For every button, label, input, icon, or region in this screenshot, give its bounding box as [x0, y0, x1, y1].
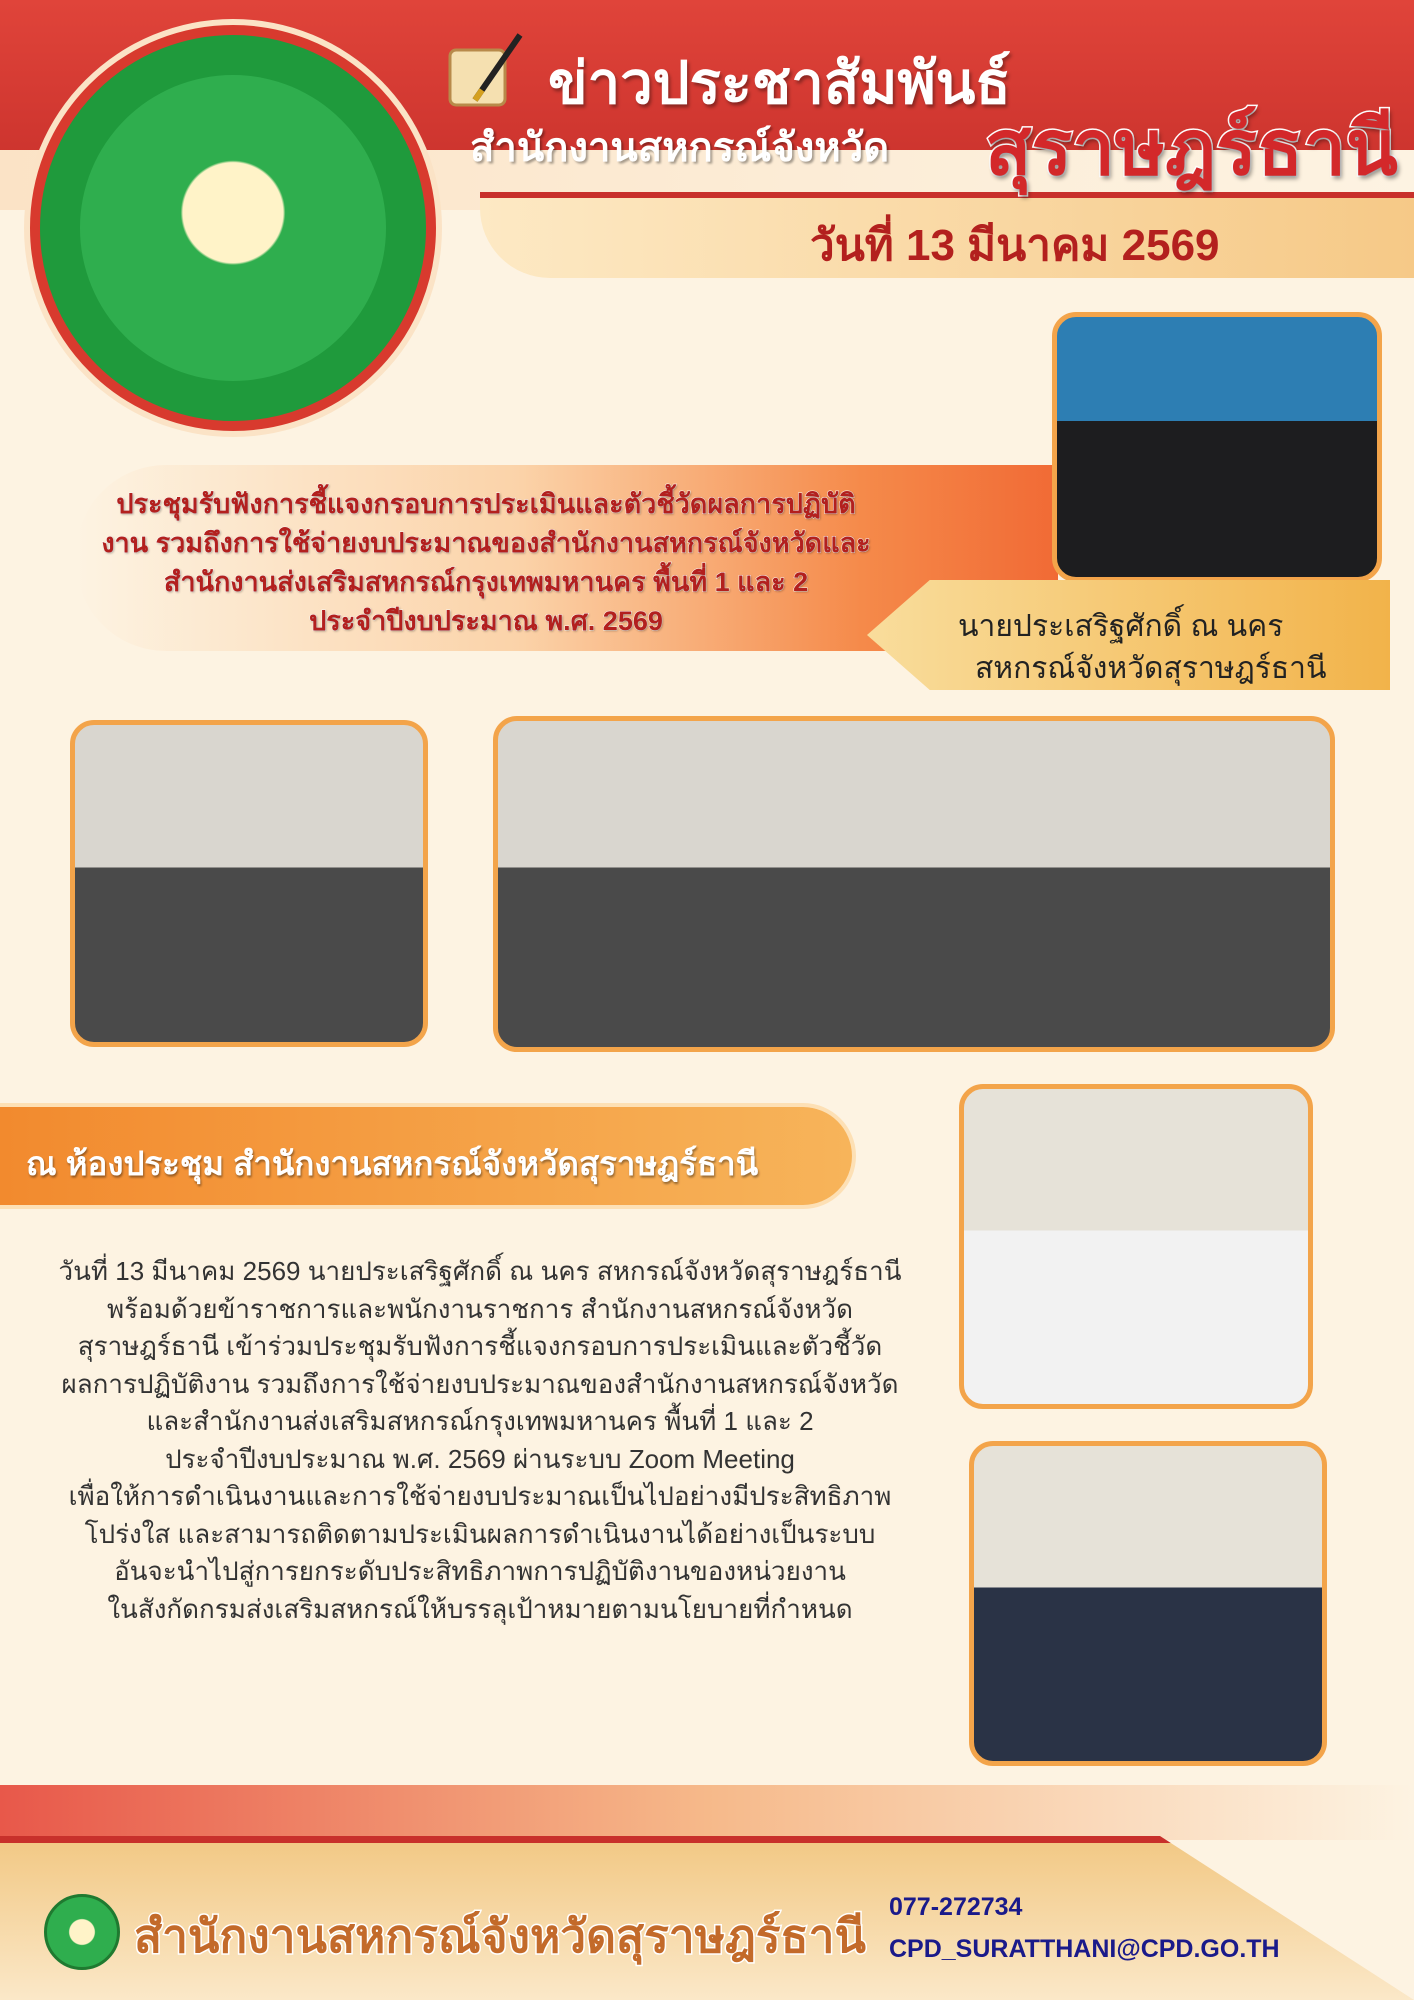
scroll-quill-icon	[440, 30, 530, 120]
news-title: ข่าวประชาสัมพันธ์	[548, 51, 1011, 116]
body-line: วันที่ 13 มีนาคม 2569 นายประเสริฐศักดิ์ ณ นคร สหกรณ์จังหวัดสุราษฎร์ธานี	[58, 1256, 902, 1286]
body-line: ในสังกัดกรมส่งเสริมสหกรณ์ให้บรรลุเป้าหมายตามนโยบายที่กำหนด	[107, 1593, 853, 1624]
news-date: วันที่ 13 มีนาคม 2569	[810, 221, 1220, 270]
office-subtitle: สำนักงานสหกรณ์จังหวัด	[470, 126, 890, 170]
headline-line: ประชุมรับฟังการชี้แจงกรอบการประเมินและตัวชี้วัดผลการปฏิบัติ	[116, 489, 856, 519]
body-line: และสำนักงานส่งเสริมสหกรณ์กรุงเทพมหานคร พื้นที่ 1 และ 2	[146, 1406, 814, 1436]
participant-photo-2	[969, 1441, 1327, 1766]
headline-line: งาน รวมถึงการใช้จ่ายงบประมาณของสำนักงานสหกรณ์จังหวัดและ	[101, 528, 871, 558]
logo-emblem-icon	[80, 75, 386, 381]
meeting-photo-2	[493, 716, 1335, 1052]
cpd-logo	[30, 25, 436, 431]
headline-line: สำนักงานส่งเสริมสหกรณ์กรุงเทพมหานคร พื้นที่ 1 และ 2	[163, 567, 809, 597]
body-line: พร้อมด้วยข้าราชการและพนักงานราชการ สำนักงานสหกรณ์จังหวัด	[106, 1293, 854, 1324]
body-line: เพื่อให้การดำเนินงานและการใช้จ่ายงบประมาณเป็นไปอย่างมีประสิทธิภาพ	[68, 1481, 892, 1511]
footer-logo-icon	[44, 1894, 120, 1970]
footer-phone: 077-272734	[889, 1893, 1023, 1921]
official-name: นายประเสริฐศักดิ์ ณ นคร	[958, 610, 1284, 643]
official-portrait-photo	[1052, 312, 1382, 582]
participant-photo-1	[959, 1084, 1313, 1409]
footer-office-name: สำนักงานสหกรณ์จังหวัดสุราษฎร์ธานี	[134, 1910, 866, 1962]
body-line: อันจะนำไปสู่การยกระดับประสิทธิภาพการปฏิบัติงานของหน่วยงาน	[114, 1556, 846, 1586]
official-position: สหกรณ์จังหวัดสุราษฎร์ธานี	[975, 652, 1327, 685]
footer-email: CPD_SURATTHANI@CPD.GO.TH	[889, 1935, 1280, 1963]
meeting-photo-1	[70, 720, 428, 1047]
headline-line: ประจำปีงบประมาณ พ.ศ. 2569	[309, 606, 663, 636]
body-line: ผลการปฏิบัติงาน รวมถึงการใช้จ่ายงบประมาณของสำนักงานสหกรณ์จังหวัด	[61, 1368, 899, 1399]
body-text	[10, 1253, 950, 1628]
location-text: ณ ห้องประชุม สำนักงานสหกรณ์จังหวัดสุราษฎร์ธานี	[26, 1145, 759, 1182]
province-title: สุราษฎร์ธานี	[985, 106, 1398, 191]
body-line: โปร่งใส และสามารถติดตามประเมินผลการดำเนินงานได้อย่างเป็นระบบ	[84, 1518, 876, 1549]
footer-gradient-band	[0, 1785, 1414, 1840]
body-line: ประจำปีงบประมาณ พ.ศ. 2569 ผ่านระบบ Zoom Meeting	[165, 1443, 795, 1474]
body-line: สุราษฎร์ธานี เข้าร่วมประชุมรับฟังการชี้แจงกรอบการประเมินและตัวชี้วัด	[77, 1331, 883, 1361]
